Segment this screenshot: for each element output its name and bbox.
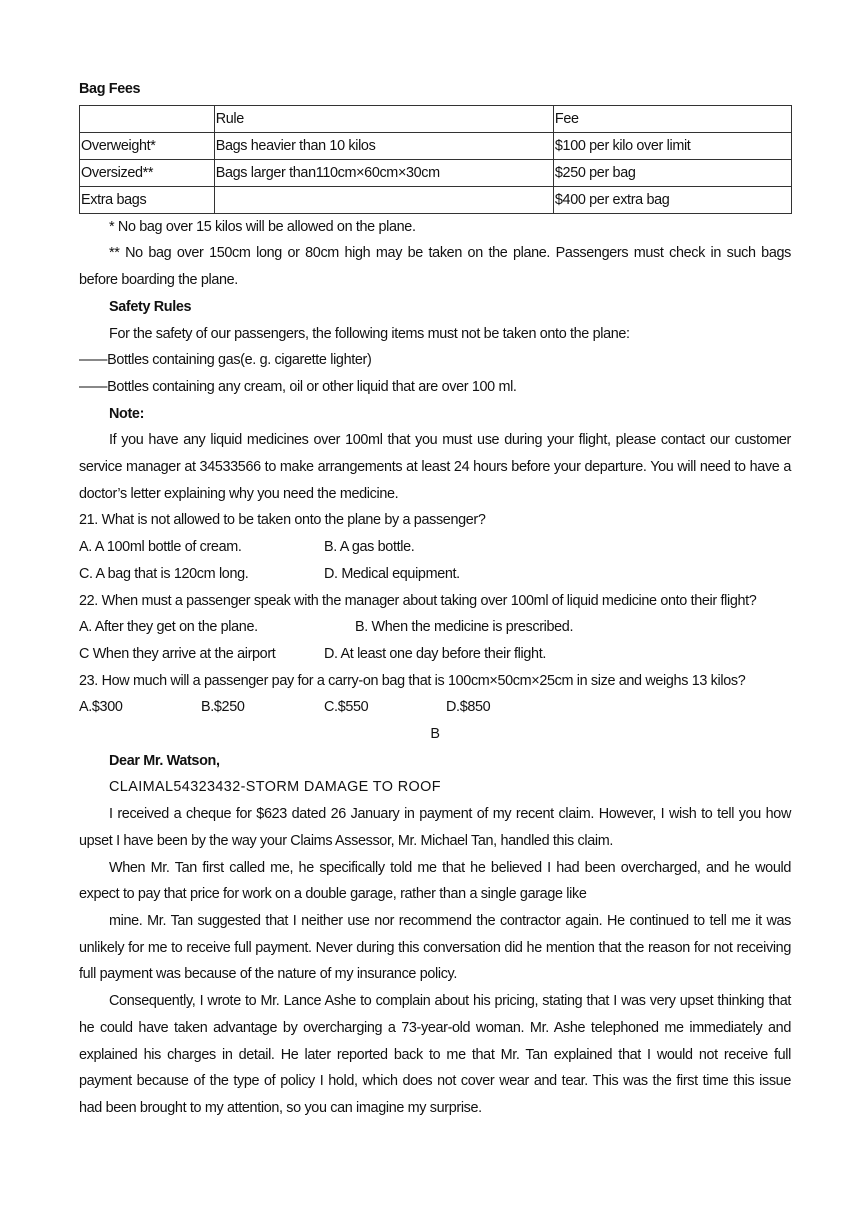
question-23 bbox=[79, 668, 791, 721]
document-page bbox=[79, 76, 791, 1122]
safety-intro: For the safety of our passengers, the following items must not be taken onto the plane: bbox=[109, 325, 630, 342]
letter-paragraph: mine. Mr. Tan suggested that I neither use nor recommend the contractor again. He continued to tell me it was unlikely for me to receive full payment. Never during this conversation did he mention that the reason for not receiving full payment was because of the nature of my insurance policy. bbox=[79, 912, 791, 983]
option-b: B.$250 bbox=[201, 699, 245, 716]
table-row bbox=[80, 159, 792, 186]
table-row bbox=[80, 186, 792, 213]
option-a: A. A 100ml bottle of cream. bbox=[79, 539, 242, 556]
table-header-cell: Fee bbox=[553, 105, 791, 132]
note-title: Note: bbox=[109, 405, 145, 422]
options-row bbox=[79, 641, 791, 668]
option-d: D.$850 bbox=[446, 699, 491, 716]
option-a: A. After they get on the plane. bbox=[79, 619, 258, 636]
question-22 bbox=[79, 588, 791, 668]
option-a: A.$300 bbox=[79, 699, 123, 716]
safety-rules-title: Safety Rules bbox=[109, 298, 192, 315]
bag-fees-table bbox=[79, 105, 792, 214]
question-text: 21. What is not allowed to be taken onto the plane by a passenger? bbox=[79, 512, 486, 529]
question-21 bbox=[79, 507, 791, 587]
table-cell: $400 per extra bag bbox=[553, 186, 791, 213]
letter-paragraph: Consequently, I wrote to Mr. Lance Ashe to complain about his pricing, stating that I was very upset thinking that he could have taken advantage by overcharging a 73-year-old woman. Mr. Ashe telephoned me immediately and explained his charges in detail. He later reported back to me that Mr. Tan explained that I would not receive full payment because of the type of policy I hold, which does not cover wear and tear. This was the first time this issue had been brought to my attention, so you can imagine my surprise. bbox=[79, 993, 791, 1116]
table-cell: Bags heavier than 10 kilos bbox=[214, 132, 553, 159]
table-cell: $250 per bag bbox=[553, 159, 791, 186]
option-d: D. At least one day before their flight. bbox=[324, 645, 546, 662]
options-row bbox=[79, 534, 791, 561]
options-row bbox=[79, 561, 791, 588]
table-cell: Oversized** bbox=[80, 159, 215, 186]
table-cell: Bags larger than110cm×60cm×30cm bbox=[214, 159, 553, 186]
note-text: If you have any liquid medicines over 100ml that you must use during your flight, please contact our customer service manager at 34533566 to make arrangements at least 24 hours before your departure. You will need to have a doctor’s letter explaining why you need the medicine. bbox=[79, 432, 791, 502]
table-cell: Overweight* bbox=[80, 132, 215, 159]
bag-fees-title: Bag Fees bbox=[79, 81, 141, 97]
safety-item: ——Bottles containing gas(e. g. cigarette lighter) bbox=[79, 352, 372, 369]
letter-paragraph: When Mr. Tan first called me, he specifically told me that he believed I had been overcharged, and he would expect to pay that price for work on a double garage, rather than a single garage like bbox=[79, 859, 791, 903]
section-label: B bbox=[430, 726, 440, 743]
table-header-cell bbox=[80, 105, 215, 132]
question-text: 22. When must a passenger speak with the manager about taking over 100ml of liquid medicine onto their flight? bbox=[79, 592, 757, 609]
footnote-overweight: * No bag over 15 kilos will be allowed on the plane. bbox=[109, 218, 416, 235]
letter-salutation: Dear Mr. Watson, bbox=[109, 752, 220, 769]
options-row bbox=[79, 614, 791, 641]
table-cell: Extra bags bbox=[80, 186, 215, 213]
table-row bbox=[80, 132, 792, 159]
footnote-oversized: ** No bag over 150cm long or 80cm high may be taken on the plane. Passengers must check in such bags before boarding the plane. bbox=[79, 245, 791, 289]
letter-subject: CLAIMAL54323432-STORM DAMAGE TO ROOF bbox=[109, 779, 441, 796]
option-b: B. A gas bottle. bbox=[324, 539, 415, 556]
letter-paragraph: I received a cheque for $623 dated 26 January in payment of my recent claim. However, I wish to tell you how upset I have been by the way your Claims Assessor, Mr. Michael Tan, handled this claim. bbox=[79, 806, 791, 849]
table-cell: $100 per kilo over limit bbox=[553, 132, 791, 159]
option-d: D. Medical equipment. bbox=[324, 565, 460, 582]
options-row bbox=[79, 694, 791, 721]
safety-item: ——Bottles containing any cream, oil or other liquid that are over 100 ml. bbox=[79, 378, 517, 395]
table-header-cell: Rule bbox=[214, 105, 553, 132]
question-text: 23. How much will a passenger pay for a carry-on bag that is 100cm×50cm×25cm in size and weighs 13 kilos? bbox=[79, 672, 746, 689]
table-header-row bbox=[80, 105, 792, 132]
table-cell bbox=[214, 186, 553, 213]
option-c: C When they arrive at the airport bbox=[79, 645, 276, 662]
option-c: C.$550 bbox=[324, 699, 369, 716]
option-b: B. When the medicine is prescribed. bbox=[355, 619, 574, 636]
option-c: C. A bag that is 120cm long. bbox=[79, 565, 249, 582]
